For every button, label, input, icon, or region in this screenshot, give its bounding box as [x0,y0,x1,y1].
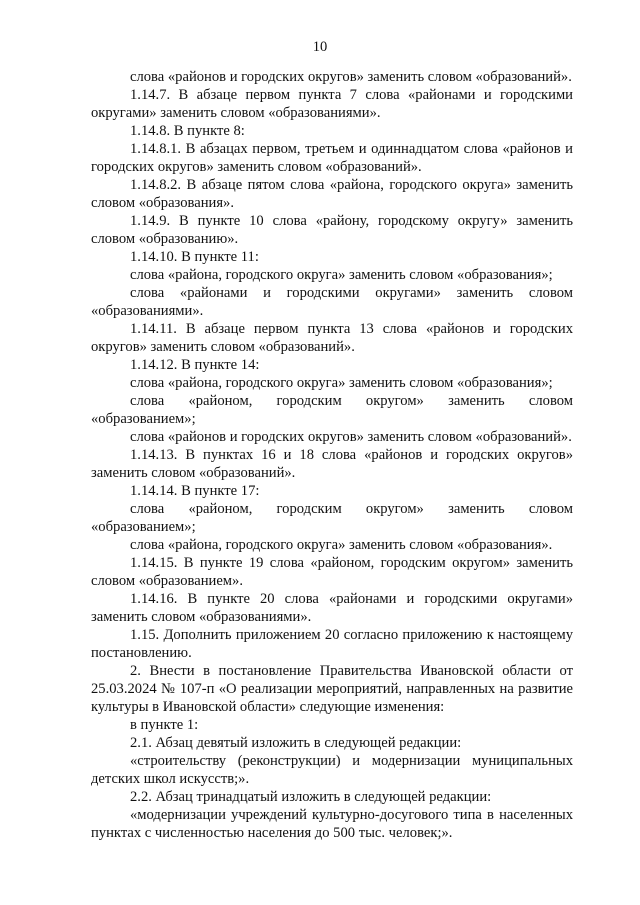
paragraph-1-14-10-a: слова «района, городского округа» заменить словом «образования»; [130,267,553,283]
paragraph-2-point-1: в пункте 1: [130,717,199,733]
paragraph-1-14-14-b: слова «района, городского округа» заменить словом «образования». [130,537,553,553]
page-number: 10 [312,39,328,55]
paragraph-1-14-16: 1.14.16. В пункте 20 слова «районами и городскими округами» заменить словом «образованиями». [91,591,573,625]
paragraph-1-14-12-c: слова «районов и городских округов» заменить словом «образований». [130,429,572,445]
paragraph-1-14-10: 1.14.10. В пункте 11: [130,249,259,265]
paragraph-1-14-8-2: 1.14.8.2. В абзаце пятом слова «района, городского округа» заменить словом «образования». [91,177,573,211]
paragraph-1-14-12: 1.14.12. В пункте 14: [130,357,260,373]
paragraph-1-14-10-b: слова «районами и городскими округами» заменить словом «образованиями». [91,285,573,319]
paragraph-1-14-11: 1.14.11. В абзаце первом пункта 13 слова «районов и городских округов» заменить словом «образований». [91,321,573,355]
paragraph-2-1-text: «строительству (реконструкции) и модернизации муниципальных детских школ искусств;». [91,753,573,787]
paragraph-1-15: 1.15. Дополнить приложением 20 согласно приложению к настоящему постановлению. [91,627,573,661]
paragraph-1-14-13: 1.14.13. В пунктах 16 и 18 слова «районов и городских округов» заменить словом «образований». [91,447,573,481]
paragraph-2-1: 2.1. Абзац девятый изложить в следующей редакции: [130,735,462,751]
paragraph-1-14-8: 1.14.8. В пункте 8: [130,123,245,139]
paragraph-1-14-14: 1.14.14. В пункте 17: [130,483,260,499]
paragraph-2-2-text: «модернизации учреждений культурно-досугового типа в населенных пунктах с численностью населения до 500 тыс. человек;». [91,807,573,841]
paragraph-2-2: 2.2. Абзац тринадцатый изложить в следующей редакции: [130,789,492,805]
paragraph-1-14-14-a: слова «районом, городским округом» заменить словом «образованием»; [91,501,573,535]
paragraph-1-14-7: 1.14.7. В абзаце первом пункта 7 слова «районами и городскими округами» заменить словом «образованиями». [91,87,573,121]
paragraph-1-14-9: 1.14.9. В пункте 10 слова «району, городскому округу» заменить словом «образованию». [91,213,573,247]
paragraph-1-14-12-a: слова «района, городского округа» заменить словом «образования»; [130,375,553,391]
paragraph-2: 2. Внести в постановление Правительства Ивановской области от 25.03.2024 № 107-п «О реализации мероприятий, направленных на развитие культуры в Ивановской области» следующие изменения: [91,663,573,715]
paragraph-1-14-8-1: 1.14.8.1. В абзацах первом, третьем и одиннадцатом слова «районов и городских округов» заменить словом «образований». [91,141,573,175]
document-body [91,68,573,842]
paragraph-1: слова «районов и городских округов» заменить словом «образований». [130,69,572,85]
paragraph-1-14-15: 1.14.15. В пункте 19 слова «районом, городским округом» заменить словом «образованием». [91,555,573,589]
paragraph-1-14-12-b: слова «районом, городским округом» заменить словом «образованием»; [91,393,573,427]
